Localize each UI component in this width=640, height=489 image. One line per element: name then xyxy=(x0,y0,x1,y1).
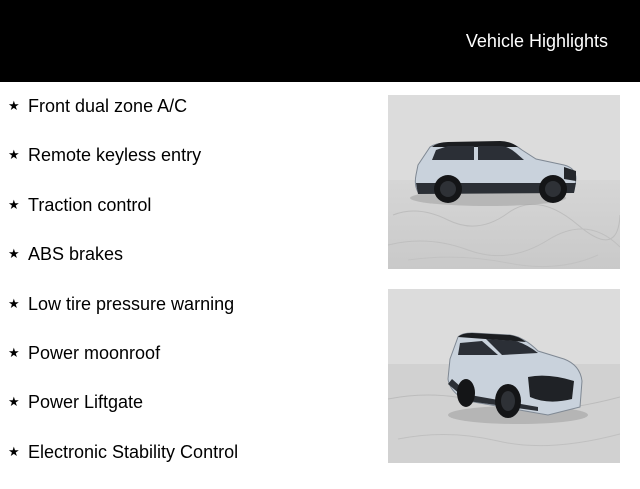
feature-label: Power Liftgate xyxy=(28,392,144,413)
feature-label: Low tire pressure warning xyxy=(28,293,235,314)
star-icon: ★ xyxy=(8,295,20,311)
feature-label: Electronic Stability Control xyxy=(28,441,239,462)
star-icon: ★ xyxy=(8,344,20,360)
feature-list xyxy=(8,94,368,489)
star-icon: ★ xyxy=(8,98,20,113)
feature-item xyxy=(8,242,368,291)
feature-label: ABS brakes xyxy=(28,244,124,265)
star-icon: ★ xyxy=(8,196,20,212)
feature-item xyxy=(8,94,368,143)
suv-side-image xyxy=(388,95,620,269)
feature-label: Power moonroof xyxy=(28,342,161,363)
suv-front-image xyxy=(388,289,620,463)
star-icon: ★ xyxy=(8,246,20,262)
feature-label: Traction control xyxy=(28,194,152,215)
feature-item xyxy=(8,440,368,489)
feature-label: Remote keyless entry xyxy=(28,145,202,166)
feature-item xyxy=(8,341,368,390)
star-icon: ★ xyxy=(8,394,20,410)
feature-label: Front dual zone A/C xyxy=(28,96,188,116)
vehicle-photo-front[interactable] xyxy=(388,289,620,463)
feature-item xyxy=(8,390,368,439)
page-title: Vehicle Highlights xyxy=(465,31,608,51)
header-bar xyxy=(0,0,640,82)
vehicle-photo-side[interactable] xyxy=(388,95,620,269)
star-icon: ★ xyxy=(8,443,20,459)
feature-item xyxy=(8,143,368,192)
feature-item xyxy=(8,292,368,341)
feature-item xyxy=(8,193,368,242)
star-icon: ★ xyxy=(8,147,20,163)
